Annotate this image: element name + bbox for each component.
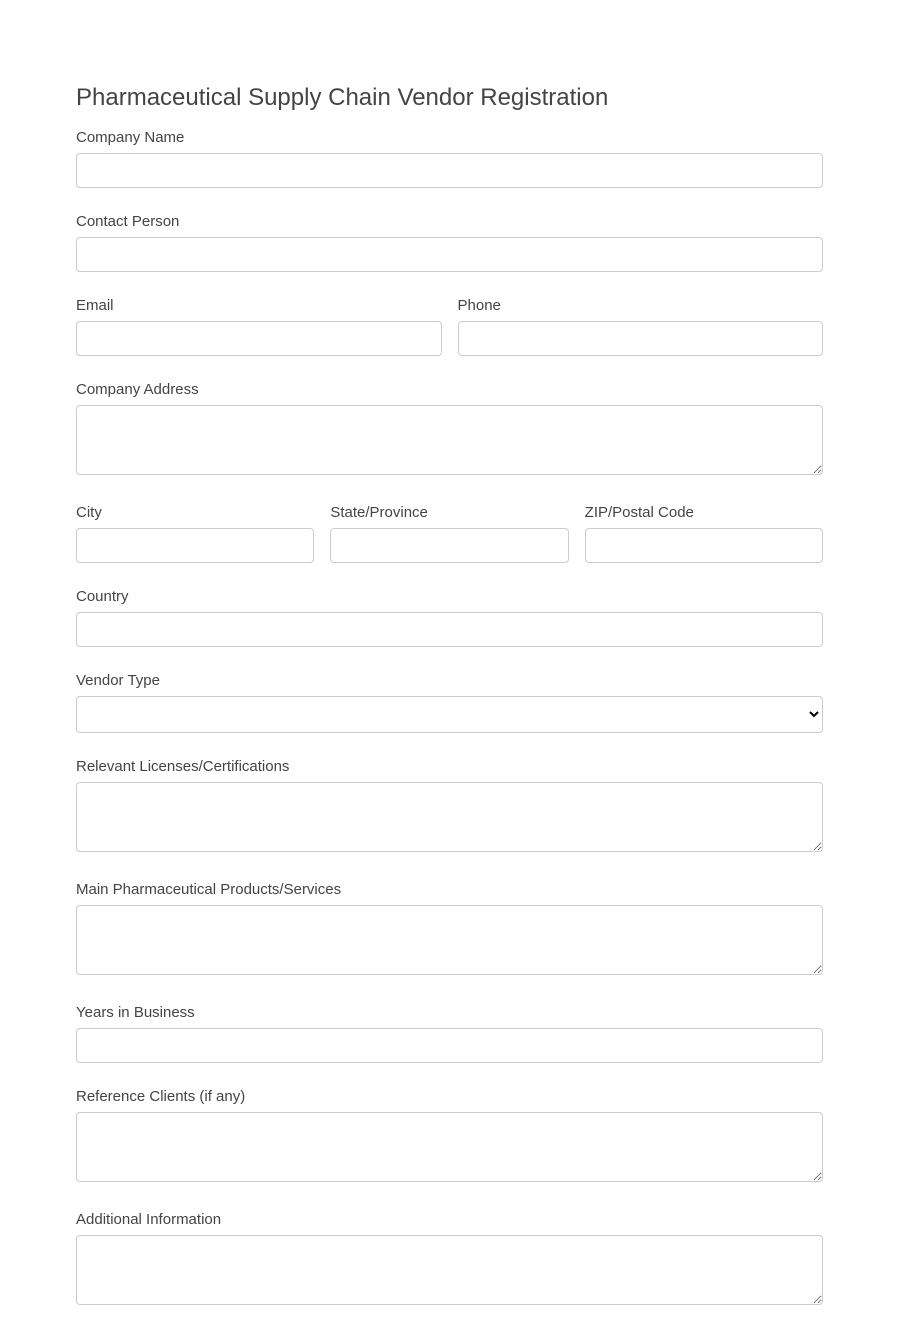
company-name-label: Company Name (76, 129, 185, 146)
company-name-input[interactable] (76, 153, 823, 188)
email-label: Email (76, 297, 114, 314)
additional-group (76, 1210, 823, 1305)
country-label: Country (76, 588, 129, 605)
city-label: City (76, 504, 102, 521)
company-name-group (76, 128, 823, 188)
licenses-label: Relevant Licenses/Certifications (76, 758, 290, 775)
references-group (76, 1087, 823, 1182)
company-address-textarea[interactable] (76, 405, 823, 475)
zip-label: ZIP/Postal Code (584, 504, 694, 521)
references-label: Reference Clients (if any) (76, 1088, 246, 1105)
email-input[interactable] (76, 321, 442, 356)
products-textarea[interactable] (76, 905, 823, 975)
city-input[interactable] (76, 528, 314, 563)
email-group (76, 296, 442, 356)
zip-group (585, 503, 823, 563)
zip-input[interactable] (585, 528, 823, 563)
page-title: Pharmaceutical Supply Chain Vendor Registration (76, 84, 609, 111)
state-label: State/Province (330, 504, 428, 521)
licenses-textarea[interactable] (76, 782, 823, 852)
additional-label: Additional Information (76, 1211, 222, 1228)
contact-person-label: Contact Person (76, 213, 180, 230)
vendor-type-select[interactable] (76, 696, 823, 733)
company-address-group (76, 380, 823, 475)
country-input[interactable] (76, 612, 823, 647)
contact-person-group (76, 212, 823, 272)
years-input[interactable] (76, 1028, 823, 1063)
state-group (330, 503, 568, 563)
years-group (76, 1003, 823, 1063)
state-input[interactable] (330, 528, 568, 563)
city-group (76, 503, 314, 563)
vendor-type-label: Vendor Type (76, 672, 160, 689)
products-group (76, 880, 823, 975)
phone-label: Phone (457, 297, 501, 314)
additional-textarea[interactable] (76, 1235, 823, 1305)
products-label: Main Pharmaceutical Products/Services (76, 881, 342, 898)
phone-group (458, 296, 824, 356)
company-address-label: Company Address (76, 381, 199, 398)
references-textarea[interactable] (76, 1112, 823, 1182)
country-group (76, 587, 823, 647)
phone-input[interactable] (458, 321, 824, 356)
vendor-type-group (76, 671, 823, 733)
years-label: Years in Business (76, 1004, 195, 1021)
contact-person-input[interactable] (76, 237, 823, 272)
licenses-group (76, 757, 823, 852)
